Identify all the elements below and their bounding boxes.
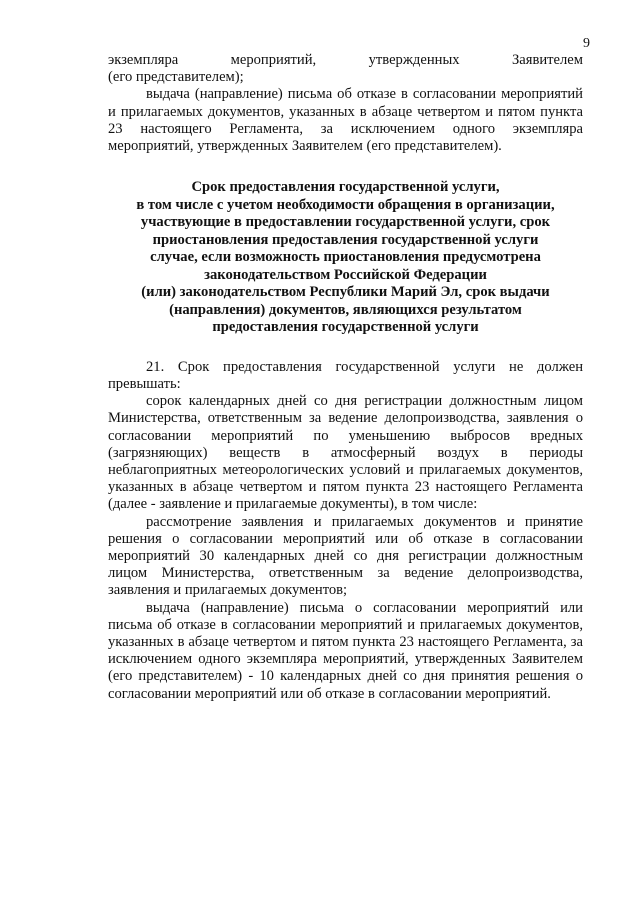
- heading-line: (или) законодательством Республики Марий Эл, срок выдачи: [141, 284, 550, 301]
- heading-line: предоставления государственной услуги: [212, 319, 479, 336]
- heading-line: законодательством Российской Федерации: [204, 266, 487, 283]
- page-number: 9: [583, 36, 590, 51]
- paragraph-issuance: выдача (направление) письма о согласовании мероприятий или письма об отказе в согласовании мероприятий и прилагаемых документов, указанных в абзаце четвертом и пятом пункта 23 настоящего Регламента, за исключением одного экземпляра мероприятий, утвержденных Заявителем (его представителем) - 10 календарных дней со дня принятия решения о согласовании мероприятий или об отказе в согласовании мероприятий.: [108, 599, 583, 702]
- heading-line: приостановления предоставления государственной услуги: [152, 231, 539, 248]
- heading-line: случае, если возможность приостановления предусмотрена: [150, 249, 541, 266]
- section-heading: [108, 179, 583, 337]
- intro-paragraph: выдача (направление) письма об отказе в согласовании мероприятий и прилагаемых документов, указанных в абзаце четвертом и пятом пункта 23 настоящего Регламента, за исключением одного экземпляра мероприятий, утвержденных Заявителем (его представителем).: [108, 86, 583, 155]
- heading-line: в том числе с учетом необходимости обращения в организации,: [136, 196, 555, 213]
- paragraph-review: рассмотрение заявления и прилагаемых документов и принятие решения о согласовании мероприятий или об отказе в согласовании мероприятий 30 календарных дней со дня регистрации должностным лицом Министерства, ответственным за ведение делопроизводства, заявления и прилагаемых документов;: [108, 513, 583, 599]
- intro-line-2: (его представителем);: [108, 69, 244, 86]
- heading-line: участвующие в предоставлении государственной услуги, срок: [140, 214, 551, 231]
- paragraph-21: 21. Срок предоставления государственной услуги не должен превышать:: [108, 358, 583, 392]
- heading-line: (направления) документов, являющихся результатом: [169, 301, 522, 318]
- heading-line: Срок предоставления государственной услуги,: [191, 179, 500, 196]
- intro-line-1: экземпляра мероприятий, утвержденных Заявителем: [108, 52, 583, 68]
- text-column: [108, 52, 583, 703]
- paragraph-forty-days: сорок календарных дней со дня регистрации должностным лицом Министерства, ответственным за ведение делопроизводства, заявления о согласовании мероприятий по уменьшению выбросов вредных (загрязняющих) веществ в атмосферный воздух в периоды неблагоприятных метеорологических условий и прилагаемых документов, указанных в абзаце четвертом и пятом пункта 23 настоящего Регламента (далее - заявление и прилагаемые документы), в том числе:: [108, 393, 583, 513]
